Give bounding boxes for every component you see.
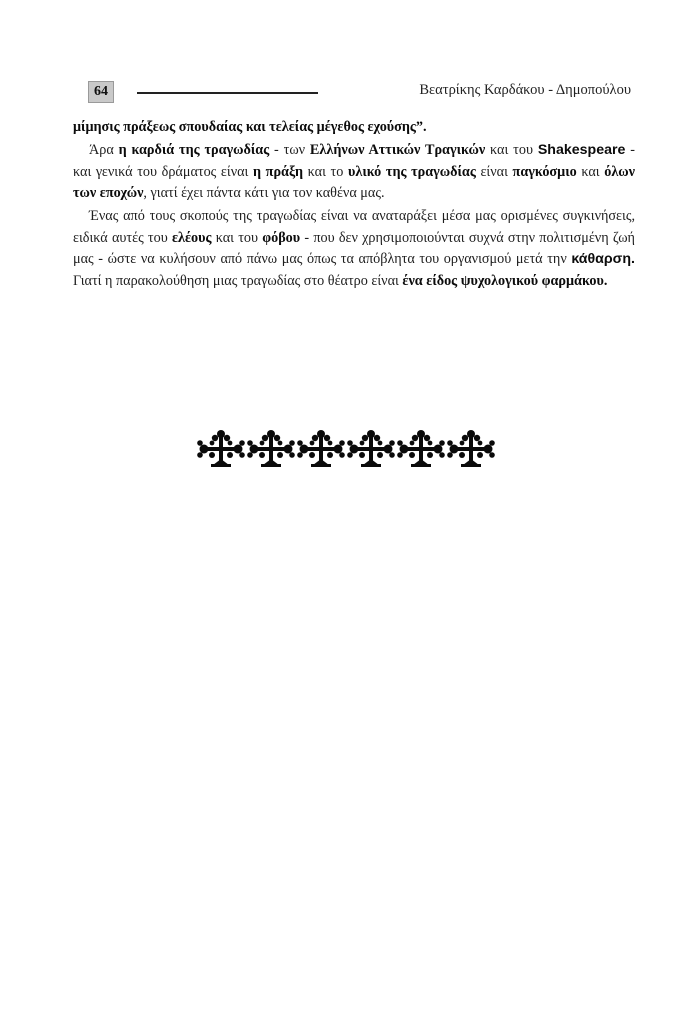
header-rule bbox=[137, 92, 318, 94]
bold-phrase: Shakespeare bbox=[537, 142, 626, 158]
bold-phrase: παγκόσμιο bbox=[512, 163, 577, 180]
text-run: - που δεν χρησιμοποιούνται συχνά στην πολιτισμένη ζωή μας - ώστε να κυλήσουν από πάνω μας όπως τα απόβλητα του οργανισμού μετά την bbox=[73, 229, 635, 267]
body-text bbox=[73, 117, 635, 292]
text-run: και το bbox=[303, 163, 348, 180]
bold-phrase: Ελλήνων Αττικών Τραγικών bbox=[309, 142, 486, 158]
text-run: Γιατί η παρακολούθηση μιας τραγωδίας στο θέατρο είναι bbox=[73, 272, 403, 289]
fleuron-icon bbox=[346, 429, 396, 469]
text-run: Ένας από τους σκοπούς της τραγωδίας είναι να αναταράξει μέσα μας ορισμένες συγκινήσεις, ειδικά αυτές του bbox=[73, 208, 635, 246]
paragraph-catharsis bbox=[73, 206, 635, 292]
bold-phrase: η καρδιά της τραγωδίας bbox=[118, 142, 270, 158]
bold-phrase: ελέους bbox=[171, 229, 212, 246]
decorative-ornament-band bbox=[196, 428, 496, 470]
fleuron-icon bbox=[196, 429, 246, 469]
paragraph-heart-of-tragedy bbox=[73, 140, 635, 205]
fleuron-icon bbox=[396, 429, 446, 469]
bold-phrase: η πράξη bbox=[252, 163, 304, 180]
text-run: και του bbox=[485, 142, 538, 158]
bold-phrase: κάθαρση. bbox=[571, 251, 635, 267]
text-run: και bbox=[576, 163, 605, 180]
bold-phrase: ένα είδος ψυχολογικού φαρμάκου. bbox=[402, 272, 608, 289]
fleuron-icon bbox=[446, 429, 496, 469]
fleuron-icon bbox=[296, 429, 346, 469]
page-header bbox=[0, 78, 673, 104]
text-run: - και γενικά του δράματος είναι bbox=[73, 142, 635, 180]
running-head-author: Βεατρίκης Καρδάκου - Δημοπούλου bbox=[419, 82, 631, 98]
text-run: είναι bbox=[475, 163, 513, 180]
fleuron-icon bbox=[246, 429, 296, 469]
text-run: , γιατί έχει πάντα κάτι για τον καθένα μας. bbox=[143, 185, 385, 201]
bold-phrase: όλων των εποχών bbox=[73, 163, 636, 201]
text-run: Άρα bbox=[89, 142, 119, 158]
text-run: και του bbox=[211, 229, 263, 246]
bold-phrase: φόβου bbox=[262, 229, 301, 246]
bold-phrase: μίμησις πράξεως σπουδαίας και τελείας μέγεθος εχούσης”. bbox=[73, 119, 427, 135]
bold-phrase: υλικό της τραγωδίας bbox=[347, 163, 476, 180]
paragraph-quote-end bbox=[73, 117, 635, 139]
text-run: - των bbox=[269, 142, 310, 158]
page-number: 64 bbox=[88, 81, 114, 103]
